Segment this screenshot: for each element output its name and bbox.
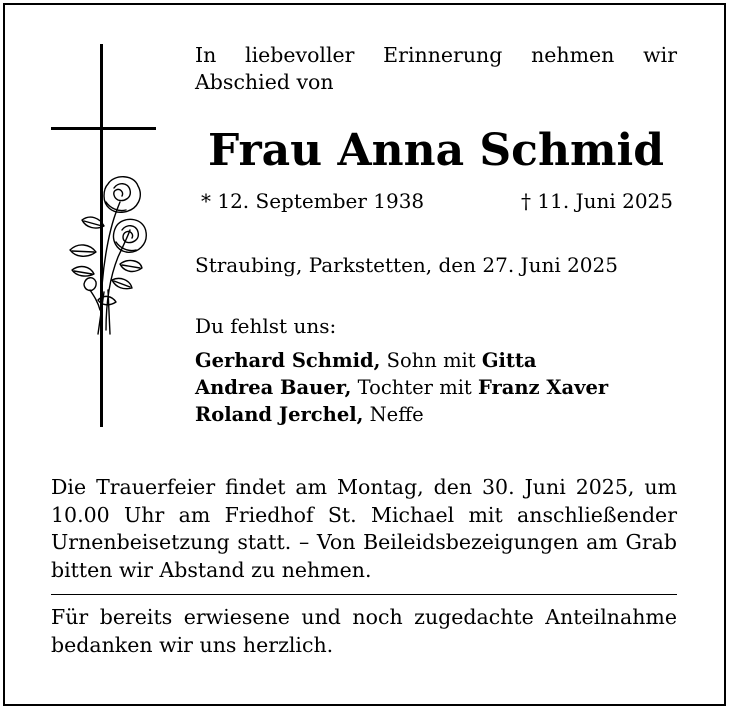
mourner-relation: Tochter mit	[351, 376, 478, 399]
mourner-partner: Gitta	[481, 349, 537, 372]
deceased-name: Frau Anna Schmid	[207, 125, 664, 176]
mourner-name: Andrea Bauer,	[195, 376, 352, 399]
mourner-row	[195, 374, 608, 401]
cross-bar	[51, 127, 156, 130]
divider	[51, 594, 677, 595]
place-date: Straubing, Parkstetten, den 27. Juni 2025	[195, 253, 618, 277]
birth-date: * 12. September 1938	[201, 189, 425, 213]
mourner-relation: Neffe	[363, 403, 424, 426]
death-date: † 11. Juni 2025	[521, 189, 673, 213]
mourner-row	[195, 401, 608, 428]
service-text: Die Trauerfeier findet am Montag, den 30. Juni 2025, um 10.00 Uhr am Friedhof St. Michael mit anschließender Urnenbeisetzung statt. – Von Beileidsbezeigungen am Grab bitten wir Abstand zu nehmen.	[51, 475, 677, 582]
mourner-list	[195, 347, 608, 428]
thanks-text: Für bereits erwiesene und noch zugedachte Anteilnahme bedanken wir uns herzlich.	[51, 605, 677, 657]
mourner-partner: Franz Xaver	[477, 376, 609, 399]
roses-icon	[64, 172, 156, 342]
mourner-name: Roland Jerchel,	[195, 403, 364, 426]
life-dates	[195, 188, 677, 214]
missing-label: Du fehlst uns:	[195, 314, 337, 338]
mourner-row	[195, 347, 608, 374]
mourner-relation: Sohn mit	[380, 349, 482, 372]
mourner-name: Gerhard Schmid,	[195, 349, 381, 372]
intro-text: In liebevoller Erinnerung nehmen wir Abschied von	[195, 43, 677, 94]
